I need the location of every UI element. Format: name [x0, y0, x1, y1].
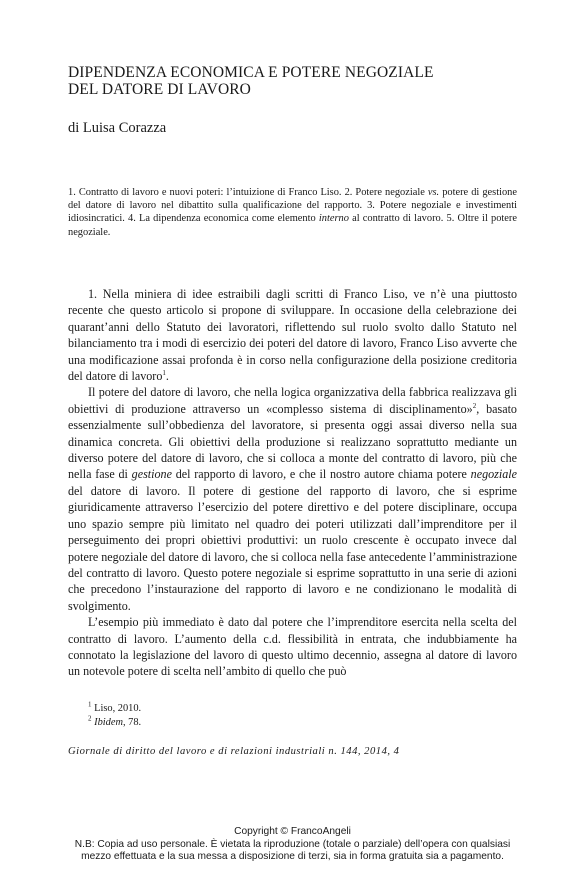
article-body [68, 286, 517, 680]
paragraph-2-text-c: del rapporto di lavoro, e che il nostro autore chiama potere [171, 467, 471, 482]
copyright-line-3: mezzo effettuata e la sua messa a disposizione di terzi, sia in forma gratuita sia a pagamento. [81, 851, 504, 862]
article-title-line1: DIPENDENZA ECONOMICA E POTERE NEGOZIALE [68, 64, 434, 81]
summary-text-2: potere di gestione del datore di lavoro nel dibattito sulla qualificazione del rapporto. 3. Potere negoziale e investimenti idiosincratici. 4. La dipendenza economica come elemento [68, 187, 517, 225]
body-paragraph-1 [68, 286, 517, 384]
article-author: di Luisa Corazza [68, 120, 167, 136]
copyright-notice [0, 826, 585, 864]
footnote-1-text: Liso, 2010. [91, 703, 142, 714]
paragraph-2-text-d: del datore di lavoro. Il potere di gestione del rapporto di lavoro, che si esprime giuridicamente attraverso l’esercizio del potere direttivo e del potere disciplinare, occupa uno spazio sempre più limitato nel quadro dei poteri utilizzati dall’imprenditore per il perseguimento dei propri obiettivi produttivi: un ruolo crescente è occupato invece dal potere negoziale del datore di lavoro, che si colloca nella fase antecedente l’amministrazione del contratto di lavoro. Questo potere negoziale si esprime soprattutto in una serie di azioni che precedono l’instaurazione del rapporto di lavoro e ne condizionano le modalità di svolgimento. [68, 483, 517, 613]
paragraph-1-text: 1. Nella miniera di idee estraibili dagli scritti di Franco Liso, ve n’è una piuttosto recente che questo articolo si propone di sviluppare. In occasione della celebrazione dei quarant’anni dello Statuto dei lavoratori, riflettendo sul ruolo svolto dallo Statuto nel bilanciamento tra i modi di esercizio dei poteri del datore di lavoro, Franco Liso avverte che una modificazione assai profonda è in corso nella configurazione della posizione creditoria del datore di lavoro [68, 287, 517, 384]
footnote-2-text: , 78. [122, 716, 142, 728]
summary-vs: vs. [427, 187, 440, 198]
copyright-line-2: N.B: Copia ad uso personale. È vietata la riproduzione (totale o parziale) dell’opera con qualsiasi [74, 838, 511, 850]
footnote-2-ibidem: Ibidem [94, 716, 123, 728]
article-title [68, 64, 528, 98]
copyright-line-1: Copyright © FrancoAngeli [234, 826, 351, 837]
paragraph-2-text-b: , basato essenzialmente sull’obbedienza del lavoratore, si presenta oggi assai diverso nella sua dinamica concreta. Gli obiettivi della produzione si realizzano soprattutto mediante un diverso potere del datore di lavoro, che si colloca a monte del contratto di lavoro, più che nella fase di [68, 401, 517, 482]
article-title-line2: DEL DATORE DI LAVORO [68, 81, 251, 98]
paragraph-2-italic-gestione: gestione [131, 467, 172, 482]
body-paragraph-2 [68, 384, 517, 614]
summary-text-1: 1. Contratto di lavoro e nuovi poteri: l’intuizione di Franco Liso. 2. Potere negoziale [68, 187, 428, 198]
summary-interno: interno [318, 213, 349, 225]
footnote-ref-1[interactable]: 1 [162, 369, 166, 377]
footnote-ref-2[interactable]: 2 [472, 401, 477, 410]
journal-citation: Giornale di diritto del lavoro e di relazioni industriali n. 144, 2014, 4 [68, 746, 400, 757]
article-summary [68, 186, 517, 239]
paragraph-2-italic-negoziale: negoziale [470, 467, 518, 482]
summary-text-3: al contratto di lavoro. 5. Oltre il potere negoziale. [68, 213, 517, 238]
body-paragraph-3: L’esempio più immediato è dato dal potere che l’imprenditore esercita nella scelta del contratto di lavoro. L’aumento della c.d. flessibilità in entrata, che indubbiamente ha connotato la legislazione del lavoro di questo ultimo decennio, assegna al datore di lavoro un notevole potere di scelta nell’ambito di quello che può [68, 615, 517, 679]
footnote-2-number: 2 [88, 714, 92, 723]
footnotes [88, 702, 518, 729]
paragraph-1-end: . [165, 369, 169, 384]
paragraph-2-text-a: Il potere del datore di lavoro, che nella logica organizzativa della fabbrica realizzava gli obiettivi di produzione attraverso un «complesso sistema di disciplinamento» [68, 385, 517, 416]
footnote-1-number: 1 [88, 700, 92, 709]
footnote-2 [88, 716, 518, 730]
footnote-1 [88, 702, 518, 716]
